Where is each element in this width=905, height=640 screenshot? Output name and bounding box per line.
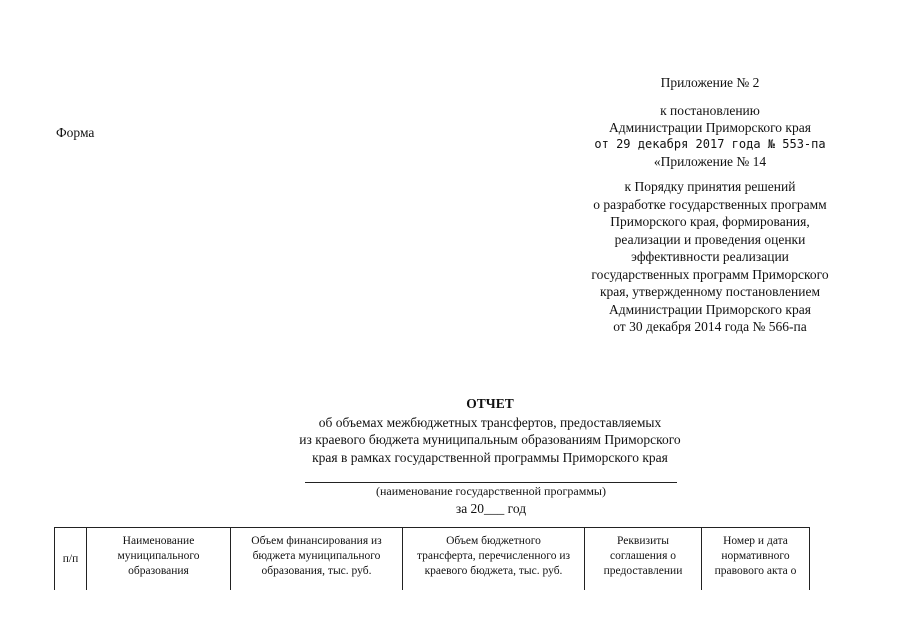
order-line: края, утвержденному постановлением <box>600 284 820 299</box>
program-name-caption: (наименование государственной программы) <box>376 484 606 498</box>
order-line: от 30 декабря 2014 года № 566-па <box>613 319 807 334</box>
column-header-agreement-details <box>585 528 702 591</box>
column-header-line: краевого бюджета, тыс. руб. <box>424 565 563 577</box>
report-title: ОТЧЕТ <box>466 396 514 411</box>
column-header-line: муниципального <box>117 550 200 562</box>
order-line: Администрации Приморского края <box>609 301 811 317</box>
resolution-line: к постановлению <box>660 103 760 118</box>
column-header-line: Номер и дата <box>723 535 788 547</box>
order-reference <box>560 178 860 336</box>
report-heading <box>240 395 740 466</box>
column-header-line: образования <box>128 565 189 577</box>
order-line: Приморского края, формирования, <box>610 214 810 229</box>
column-header-legal-act <box>702 528 810 591</box>
order-line: эффективности реализации <box>631 249 789 264</box>
order-line: государственных программ Приморского <box>591 266 829 282</box>
order-line: реализации и проведения оценки <box>614 231 806 247</box>
column-header-line: Наименование <box>122 535 195 547</box>
table-header-row <box>55 528 810 591</box>
column-header-transfer-amount <box>403 528 585 591</box>
resolution-date-line: от 29 декабря 2017 года № 553-па <box>594 137 826 151</box>
column-header-line: предоставлении <box>603 565 683 577</box>
report-subtitle-line: края в рамках государственной программы Приморского края <box>312 449 668 465</box>
column-header-municipality <box>87 528 231 591</box>
report-year-line: за 20___ год <box>455 501 527 516</box>
column-header-line: п/п <box>62 552 79 565</box>
order-line: к Порядку принятия решений <box>624 179 796 194</box>
resolution-line: «Приложение № 14 <box>653 154 767 169</box>
form-label: Форма <box>56 125 95 140</box>
resolution-reference <box>560 102 860 170</box>
column-header-line: Объем бюджетного <box>446 535 541 547</box>
column-header-line: бюджета муниципального <box>252 550 381 562</box>
column-header-line: соглашения о <box>609 550 676 562</box>
column-header-line: нормативного <box>721 550 790 562</box>
column-header-line: Объем финансирования из <box>251 535 382 547</box>
report-table <box>54 527 810 590</box>
column-header-municipal-funding <box>231 528 403 591</box>
column-header-line: трансферта, перечисленного из <box>416 550 571 562</box>
column-header-number <box>55 528 87 591</box>
order-line: о разработке государственных программ <box>593 196 827 212</box>
column-header-line: образования, тыс. руб. <box>261 565 372 577</box>
report-subtitle-line: из краевого бюджета муниципальным образованиям Приморского <box>299 432 681 447</box>
column-header-line: правового акта о <box>714 565 797 577</box>
resolution-line: Администрации Приморского края <box>609 120 811 135</box>
program-name-blank-line <box>305 482 677 483</box>
report-subtitle-line: об объемах межбюджетных трансфертов, предоставляемых <box>318 414 662 430</box>
column-header-line: Реквизиты <box>617 535 669 547</box>
appendix-title: Приложение № 2 <box>660 75 760 90</box>
